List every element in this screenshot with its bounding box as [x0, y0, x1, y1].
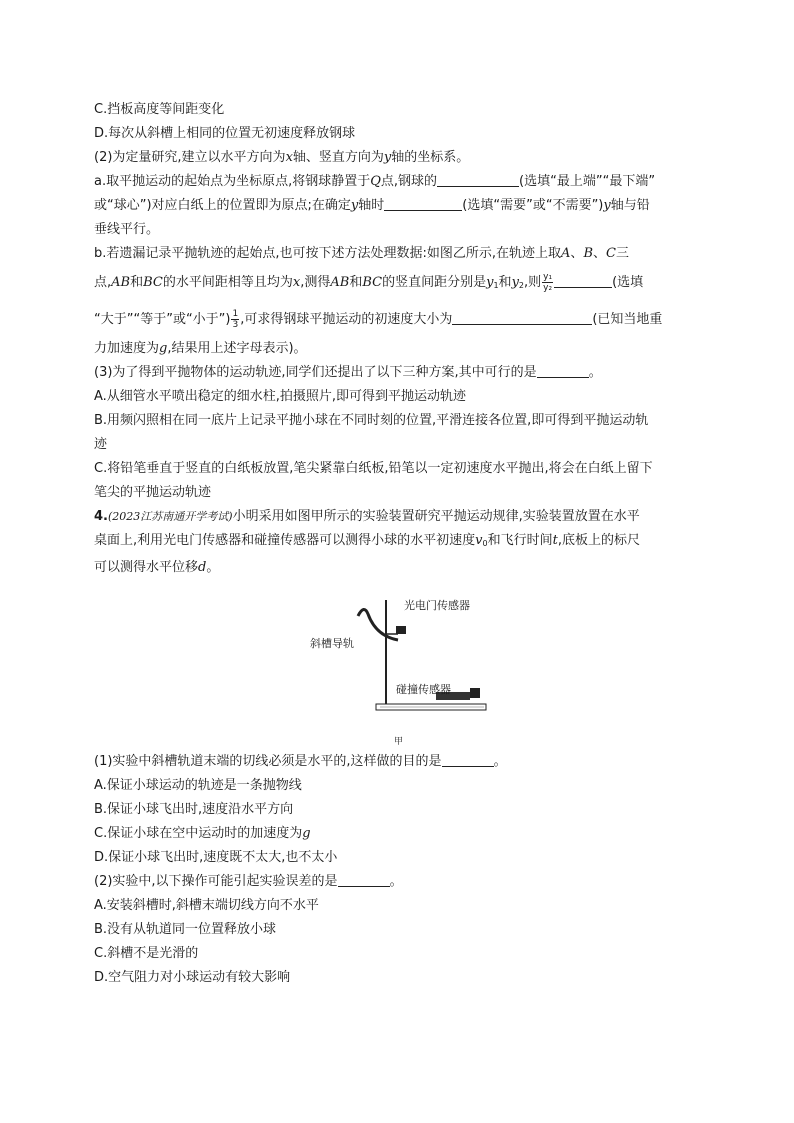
- q3-option-b-1: B.用频闪照相在同一底片上记录平抛小球在不同时刻的位置,平滑连接各位置,即可得到平抛运动轨: [94, 413, 649, 428]
- answer-blank[interactable]: [452, 310, 592, 325]
- answer-blank[interactable]: [537, 363, 589, 378]
- question-3-text: (3)为了得到平抛物体的运动轨迹,同学们还提出了以下三种方案,其中可行的是 。: [94, 365, 602, 380]
- problem-4-line-1: 4.(2023江苏南通开学考试)小明采用如图甲所示的实验装置研究平抛运动规律,实验装置放置在水平: [94, 509, 640, 524]
- answer-blank[interactable]: [437, 172, 519, 187]
- part-b-line-3: “大于”“等于”或“小于”) $\frac{1}{3}$ ,可求得钢球平抛运动的初速度大小为 (已知当地重: [94, 309, 663, 330]
- sub-2-option-b: B.没有从轨道同一位置释放小球: [94, 922, 277, 937]
- one-third-fraction: $\frac{1}{3}$: [232, 309, 239, 330]
- sub-2-option-a: A.安装斜槽时,斜槽末端切线方向不水平: [94, 898, 319, 913]
- figure-caption: 甲: [394, 737, 404, 747]
- sub-1-text: (1)实验中斜槽轨道末端的切线必须是水平的,这样做的目的是 。: [94, 754, 507, 769]
- document-page: [94, 98, 706, 990]
- answer-blank[interactable]: [554, 273, 612, 288]
- part-b-line-4: 力加速度为g,结果用上述字母表示)。: [94, 341, 307, 356]
- problem-4-line-3: 可以测得水平位移d。: [94, 560, 220, 575]
- part-a-line-2: 或“球心”)对应白纸上的位置即为原点;在确定y轴时 (选填“需要”或“不需要”)y轴与铅: [94, 198, 650, 213]
- label-chute-guide: 斜槽导轨: [310, 637, 354, 650]
- q3-option-c-1: C.将铅笔垂直于竖直的白纸板放置,笔尖紧靠白纸板,铅笔以一定初速度水平抛出,将会在白纸上留下: [94, 461, 653, 476]
- problem-4-line-2: 桌面上,利用光电门传感器和碰撞传感器可以测得小球的水平初速度$v_0$和飞行时间t,底板上的标尺: [94, 533, 640, 548]
- answer-blank[interactable]: [338, 872, 390, 887]
- q3-option-c-2: 笔尖的平抛运动轨迹: [94, 485, 212, 500]
- part-b-line-1: b.若遗漏记录平抛轨迹的起始点,也可按下述方法处理数据:如图乙所示,在轨迹上取A、B、C三: [94, 246, 629, 261]
- chute-track: [358, 609, 398, 640]
- q3-option-b-2: 迹: [94, 437, 108, 452]
- part-a-line-1: a.取平抛运动的起始点为坐标原点,将钢球静置于Q点,钢球的 (选填“最上端”“最下端”: [94, 174, 656, 189]
- photogate-sensor: [396, 626, 406, 634]
- option-d-text: D.每次从斜槽上相同的位置无初速度释放钢球: [94, 126, 356, 141]
- apparatus-figure: [94, 580, 706, 750]
- label-collision-sensor: 碰撞传感器: [396, 683, 451, 696]
- part-a-line-3: 垂线平行。: [94, 222, 160, 237]
- answer-blank[interactable]: [384, 196, 462, 211]
- sub-2-option-d: D.空气阻力对小球运动有较大影响: [94, 970, 291, 985]
- part-b-line-2: 点,AB和BC的水平间距相等且均为x,测得AB和BC的竖直间距分别是$y_1$和$y_2$,则 $\frac{\text{y₁}}{\text{y₂}}$ (选填: [94, 272, 644, 293]
- problem-source: (2023江苏南通开学考试): [107, 510, 233, 523]
- option-c-text: C.挡板高度等间距变化: [94, 102, 225, 117]
- sub-1-option-a: A.保证小球运动的轨迹是一条抛物线: [94, 778, 302, 793]
- sub-1-option-c: C.保证小球在空中运动时的加速度为g: [94, 826, 311, 841]
- sub-1-option-d: D.保证小球飞出时,速度既不太大,也不太小: [94, 850, 338, 865]
- question-2-text: (2)为定量研究,建立以水平方向为x轴、竖直方向为y轴的坐标系。: [94, 150, 470, 165]
- q3-option-a: A.从细管水平喷出稳定的细水柱,拍摄照片,即可得到平抛运动轨迹: [94, 389, 467, 404]
- label-photogate: 光电门传感器: [404, 599, 470, 612]
- sub-1-option-b: B.保证小球飞出时,速度沿水平方向: [94, 802, 294, 817]
- ratio-fraction: $\frac{\text{y₁}}{\text{y₂}}$: [543, 272, 553, 293]
- sub-2-option-c: C.斜槽不是光滑的: [94, 946, 199, 961]
- sub-2-text: (2)实验中,以下操作可能引起实验误差的是 。: [94, 874, 403, 889]
- answer-blank[interactable]: [442, 752, 494, 767]
